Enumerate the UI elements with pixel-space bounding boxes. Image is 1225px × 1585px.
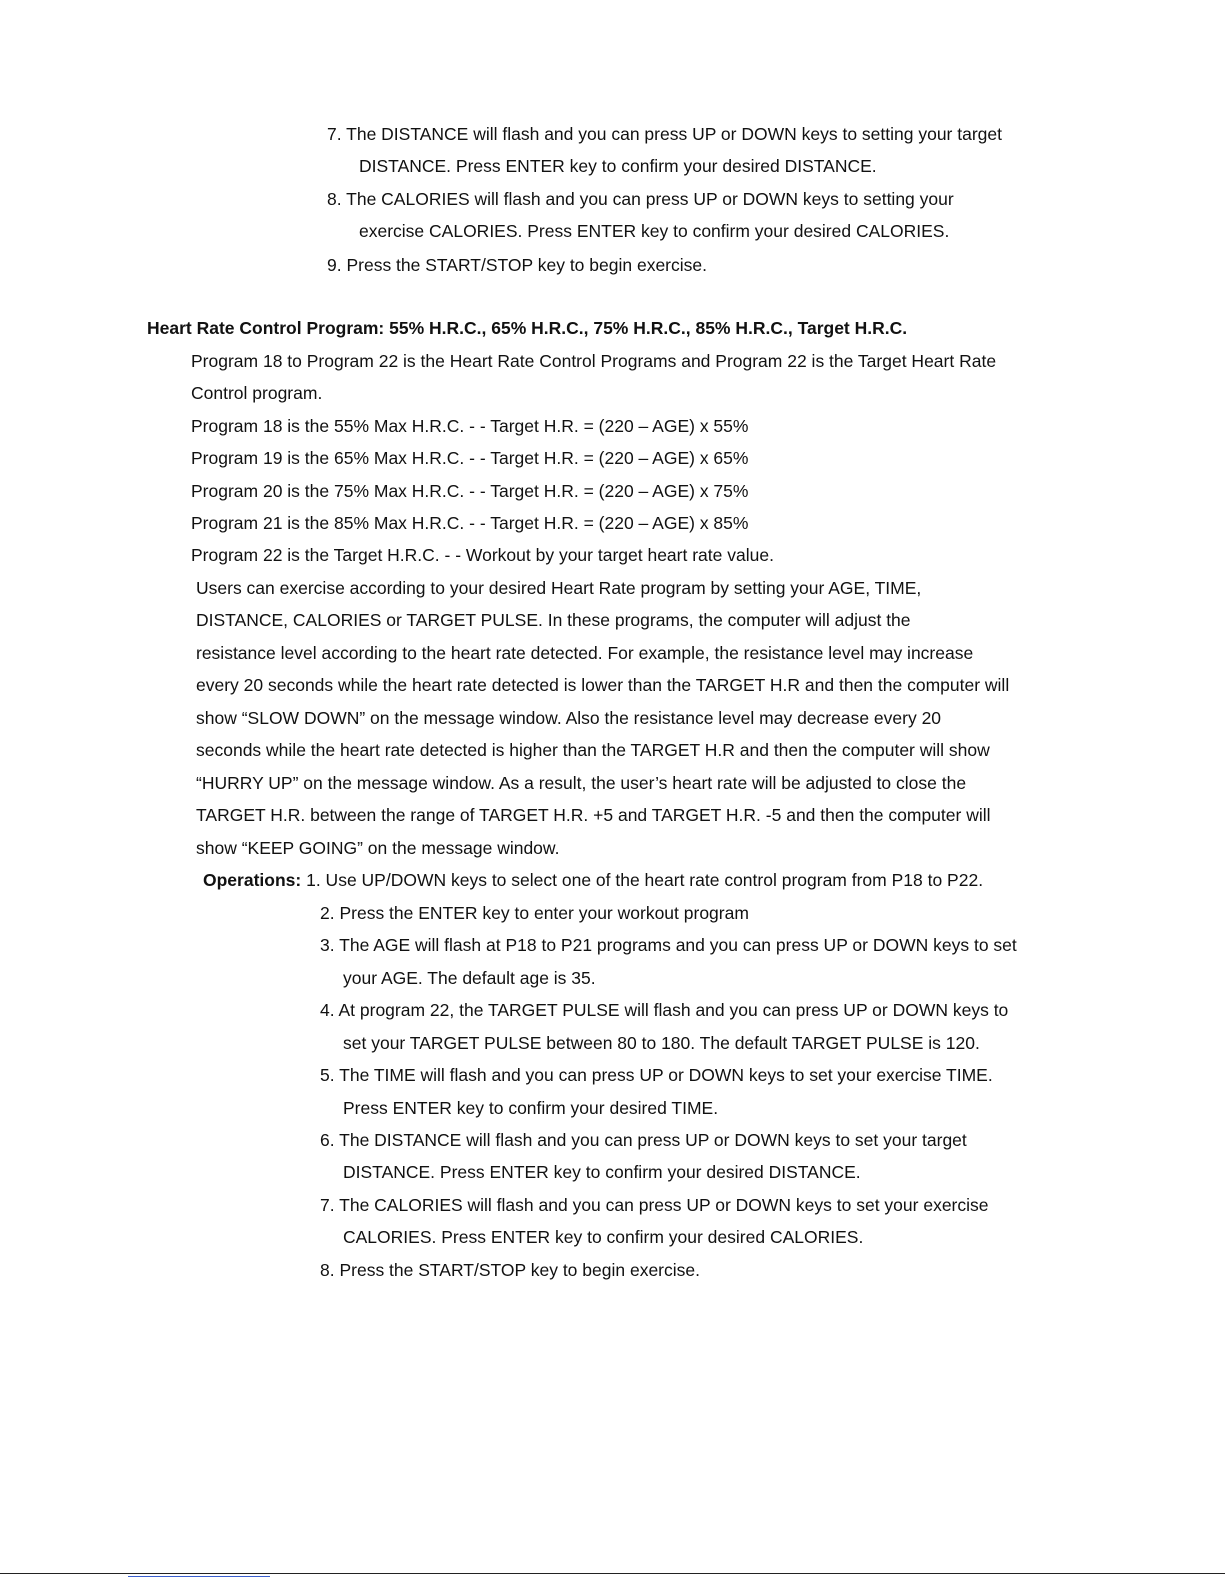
body-line: “HURRY UP” on the message window. As a result, the user’s heart rate will be adjusted to close the — [196, 773, 967, 793]
operations-step-7-cont: CALORIES. Press ENTER key to confirm your desired CALORIES. — [343, 1227, 864, 1247]
operations-step-8: 8. Press the START/STOP key to begin exercise. — [320, 1260, 700, 1280]
operations-step-3: 3. The AGE will flash at P18 to P21 programs and you can press UP or DOWN keys to set — [320, 935, 1017, 955]
body-line: Users can exercise according to your desired Heart Rate program by setting your AGE, TIME, — [196, 578, 922, 598]
operations-step-4: 4. At program 22, the TARGET PULSE will flash and you can press UP or DOWN keys to — [320, 1000, 1009, 1020]
intro-line: Program 18 to Program 22 is the Heart Rate Control Programs and Program 22 is the Target Heart Rate — [191, 351, 997, 371]
body-line: TARGET H.R. between the range of TARGET H.R. +5 and TARGET H.R. -5 and then the computer will — [196, 805, 991, 825]
operations-step-1: 1. Use UP/DOWN keys to select one of the heart rate control program from P18 to P22. — [306, 870, 984, 890]
operations-step-6-cont: DISTANCE. Press ENTER key to confirm your desired DISTANCE. — [343, 1162, 861, 1182]
operations-step-2: 2. Press the ENTER key to enter your workout program — [320, 903, 749, 923]
operations-step-5-cont: Press ENTER key to confirm your desired TIME. — [343, 1098, 719, 1118]
top-step-9: 9. Press the START/STOP key to begin exercise. — [327, 255, 707, 275]
program-22-line: Program 22 is the Target H.R.C. - - Workout by your target heart rate value. — [191, 545, 774, 565]
top-step-7: 7. The DISTANCE will flash and you can press UP or DOWN keys to setting your target — [327, 124, 1002, 144]
footnote-divider — [128, 1576, 270, 1577]
body-line: resistance level according to the heart rate detected. For example, the resistance level may increase — [196, 643, 974, 663]
body-line: show “SLOW DOWN” on the message window. Also the resistance level may decrease every 20 — [196, 708, 942, 728]
program-20-line: Program 20 is the 75% Max H.R.C. - - Target H.R. = (220 – AGE) x 75% — [191, 481, 749, 501]
intro-line: Control program. — [191, 383, 323, 403]
body-line: DISTANCE, CALORIES or TARGET PULSE. In these programs, the computer will adjust the — [196, 610, 911, 630]
program-21-line: Program 21 is the 85% Max H.R.C. - - Target H.R. = (220 – AGE) x 85% — [191, 513, 749, 533]
top-step-8: 8. The CALORIES will flash and you can press UP or DOWN keys to setting your — [327, 189, 954, 209]
operations-step-5: 5. The TIME will flash and you can press UP or DOWN keys to set your exercise TIME. — [320, 1065, 993, 1085]
program-19-line: Program 19 is the 65% Max H.R.C. - - Target H.R. = (220 – AGE) x 65% — [191, 448, 749, 468]
body-line: show “KEEP GOING” on the message window. — [196, 838, 560, 858]
operations-label: Operations: — [203, 870, 302, 890]
program-18-line: Program 18 is the 55% Max H.R.C. - - Target H.R. = (220 – AGE) x 55% — [191, 416, 749, 436]
top-step-8-cont: exercise CALORIES. Press ENTER key to confirm your desired CALORIES. — [359, 221, 950, 241]
operations-step-4-cont: set your TARGET PULSE between 80 to 180. The default TARGET PULSE is 120. — [343, 1033, 980, 1053]
operations-step-7: 7. The CALORIES will flash and you can press UP or DOWN keys to set your exercise — [320, 1195, 989, 1215]
body-line: seconds while the heart rate detected is higher than the TARGET H.R and then the computer will show — [196, 740, 990, 760]
top-step-7-cont: DISTANCE. Press ENTER key to confirm your desired DISTANCE. — [359, 156, 877, 176]
footer-divider — [0, 1573, 1225, 1574]
operations-step-6: 6. The DISTANCE will flash and you can press UP or DOWN keys to set your target — [320, 1130, 967, 1150]
operations-step-3-cont: your AGE. The default age is 35. — [343, 968, 596, 988]
body-line: every 20 seconds while the heart rate detected is lower than the TARGET H.R and then the computer will — [196, 675, 1010, 695]
section-heading: Heart Rate Control Program: 55% H.R.C., 65% H.R.C., 75% H.R.C., 85% H.R.C., Target H.R.C. — [147, 318, 908, 338]
operations-line — [203, 872, 983, 890]
